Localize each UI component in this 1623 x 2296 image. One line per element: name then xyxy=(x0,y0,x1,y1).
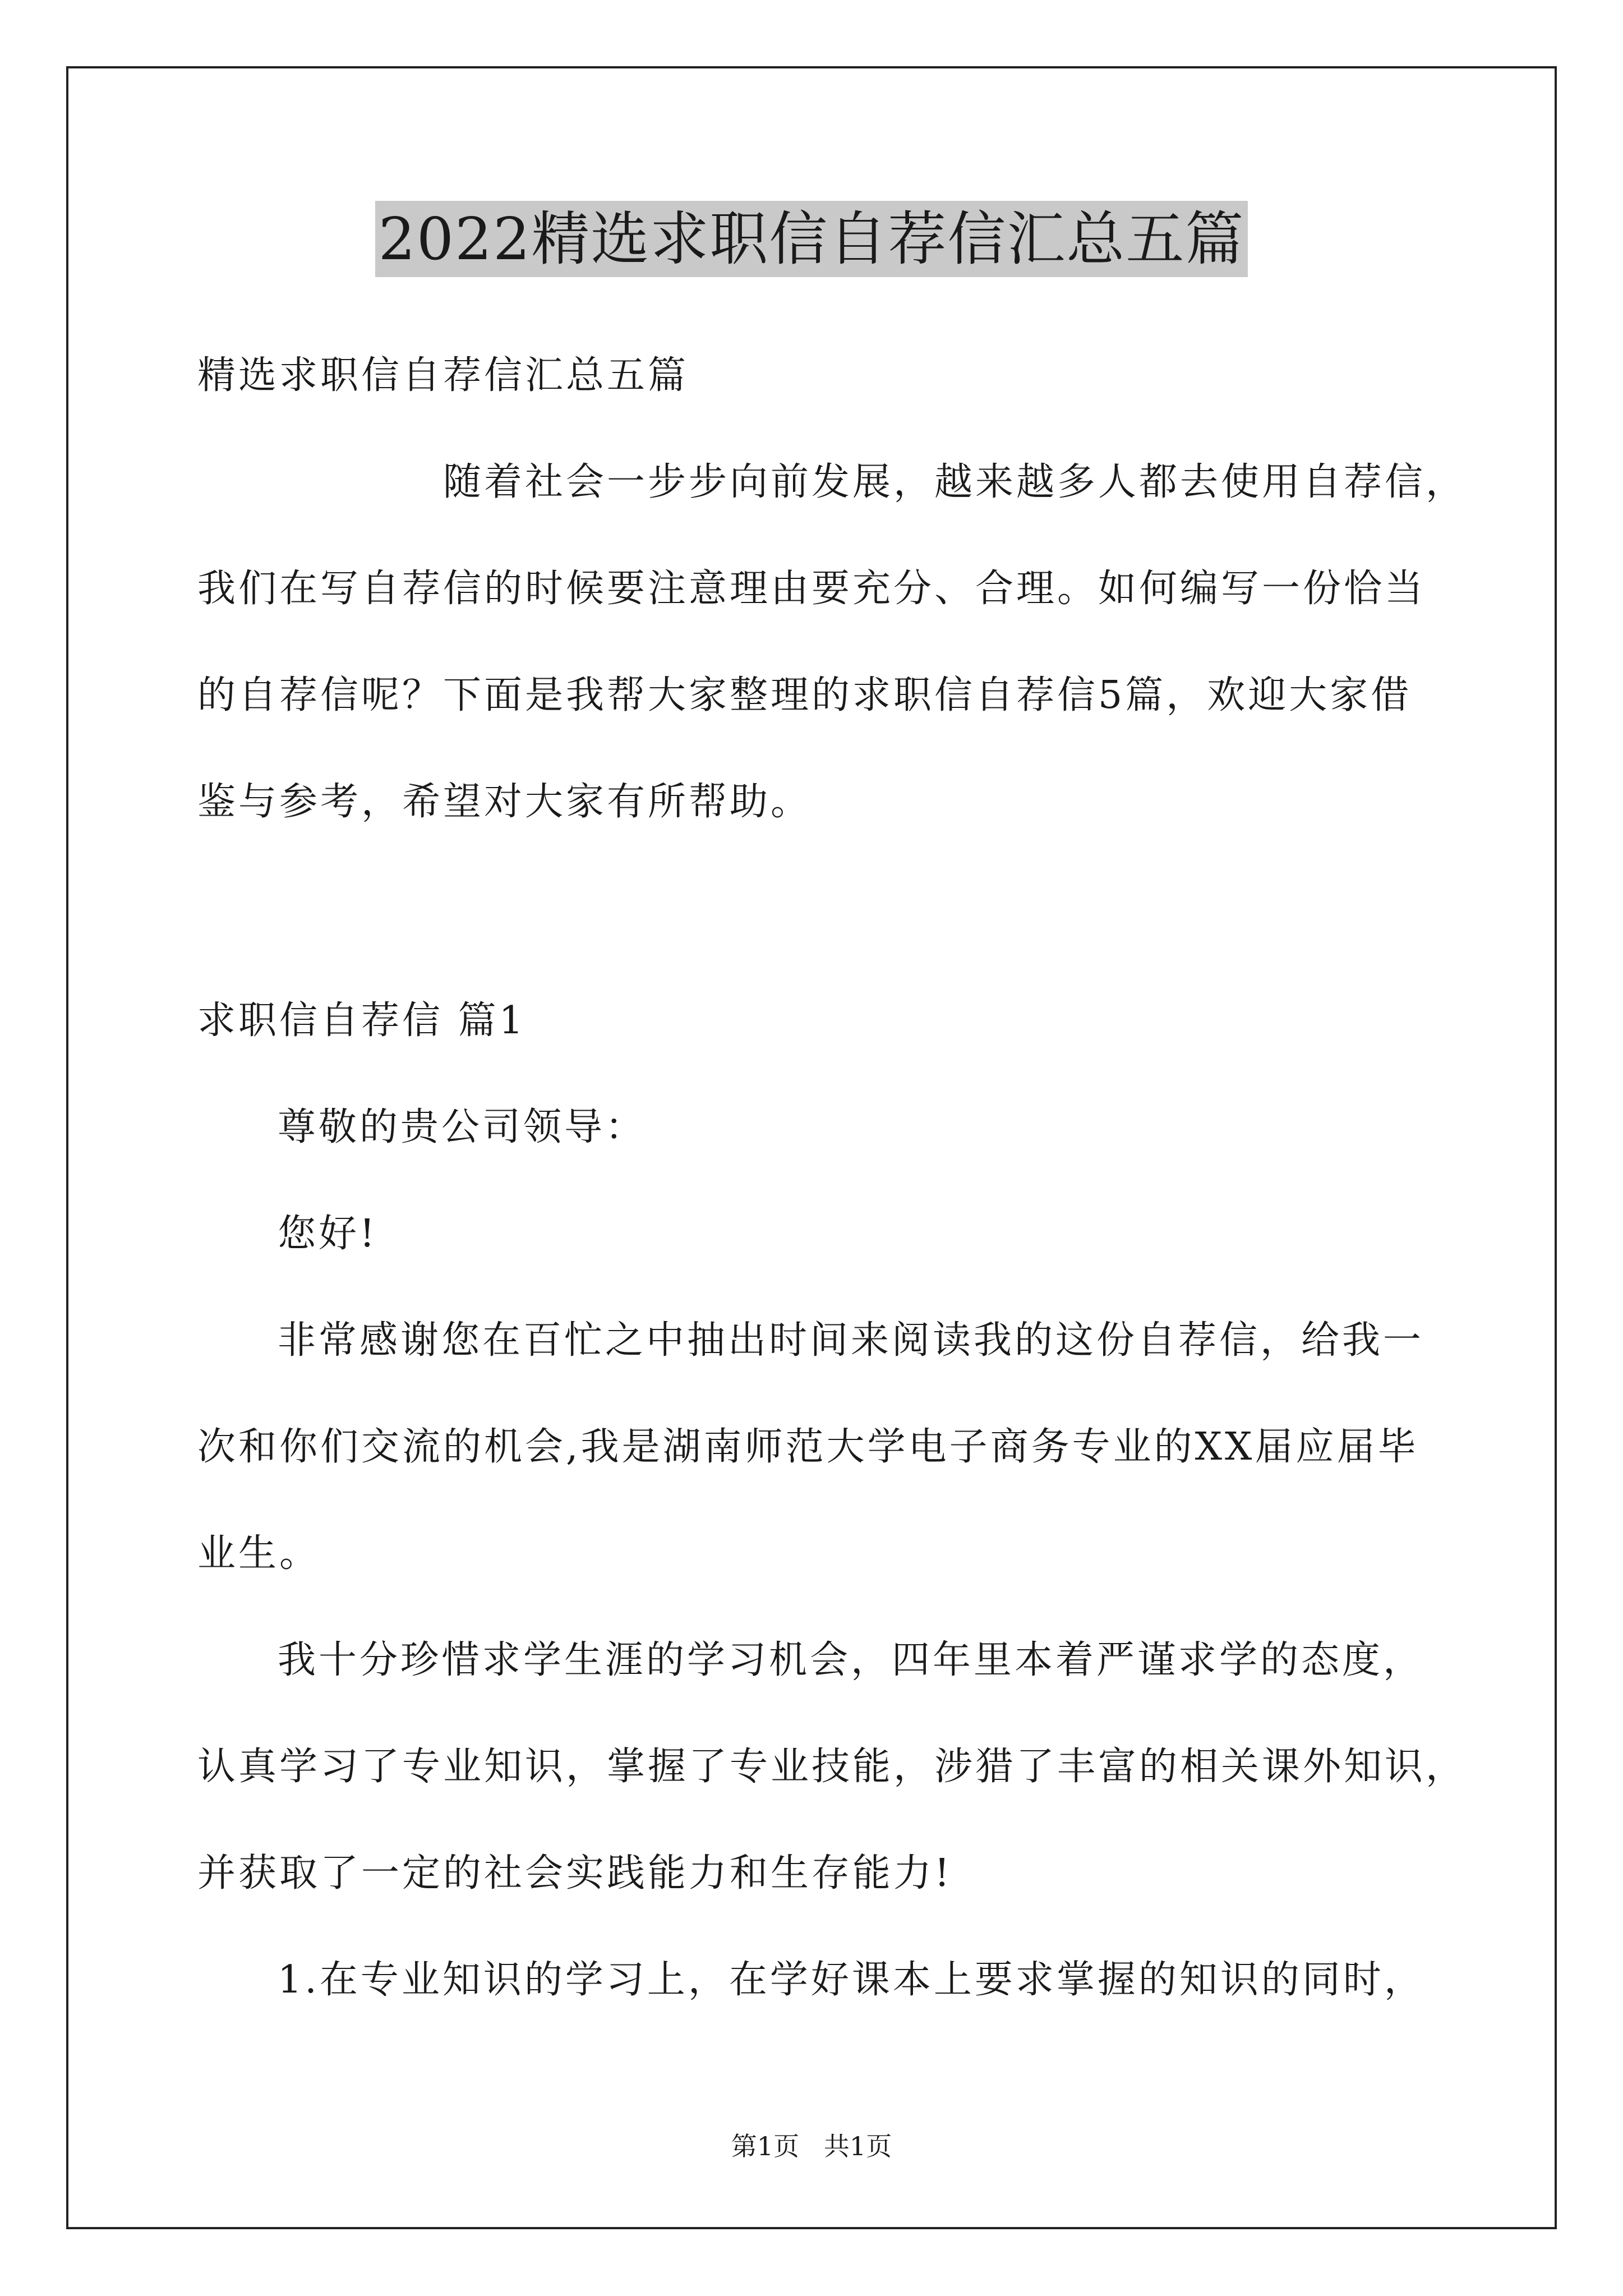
document-title: 2022精选求职信自荐信汇总五篇 xyxy=(375,201,1248,277)
paragraph1-line-2: 次和你们交流的机会,我是湖南师范大学电子商务专业的XX届应届毕 xyxy=(197,1425,1419,1469)
salutation: 尊敬的贵公司领导： xyxy=(278,1105,647,1149)
paragraph2-line-2: 认真学习了专业知识，掌握了专业技能，涉猎了丰富的相关课外知识， xyxy=(197,1745,1467,1789)
intro-line-1: 随着社会一步步向前发展，越来越多人都去使用自荐信， xyxy=(443,460,1467,504)
paragraph3-line-1: 1.在专业知识的学习上，在学好课本上要求掌握的知识的同时， xyxy=(278,1958,1425,2002)
section-heading: 求职信自荐信 篇1 xyxy=(197,999,526,1043)
paragraph2-line-3: 并获取了一定的社会实践能力和生存能力! xyxy=(197,1851,953,1895)
paragraph1-line-3: 业生。 xyxy=(197,1531,321,1576)
document-subtitle: 精选求职信自荐信汇总五篇 xyxy=(197,353,689,398)
intro-line-4: 鉴与参考，希望对大家有所帮助。 xyxy=(197,780,812,824)
paragraph1-line-1: 非常感谢您在百忙之中抽出时间来阅读我的这份自荐信，给我一 xyxy=(278,1318,1424,1363)
page-indicator: 第1页 共1页 xyxy=(731,2131,892,2161)
intro-line-2: 我们在写自荐信的时候要注意理由要充分、合理。如何编写一份恰当 xyxy=(197,567,1426,611)
title-container xyxy=(0,201,1623,277)
intro-line-3: 的自荐信呢？下面是我帮大家整理的求职信自荐信5篇，欢迎大家借 xyxy=(197,673,1412,717)
greeting: 您好! xyxy=(278,1212,378,1256)
paragraph2-line-1: 我十分珍惜求学生涯的学习机会，四年里本着严谨求学的态度， xyxy=(278,1638,1424,1682)
